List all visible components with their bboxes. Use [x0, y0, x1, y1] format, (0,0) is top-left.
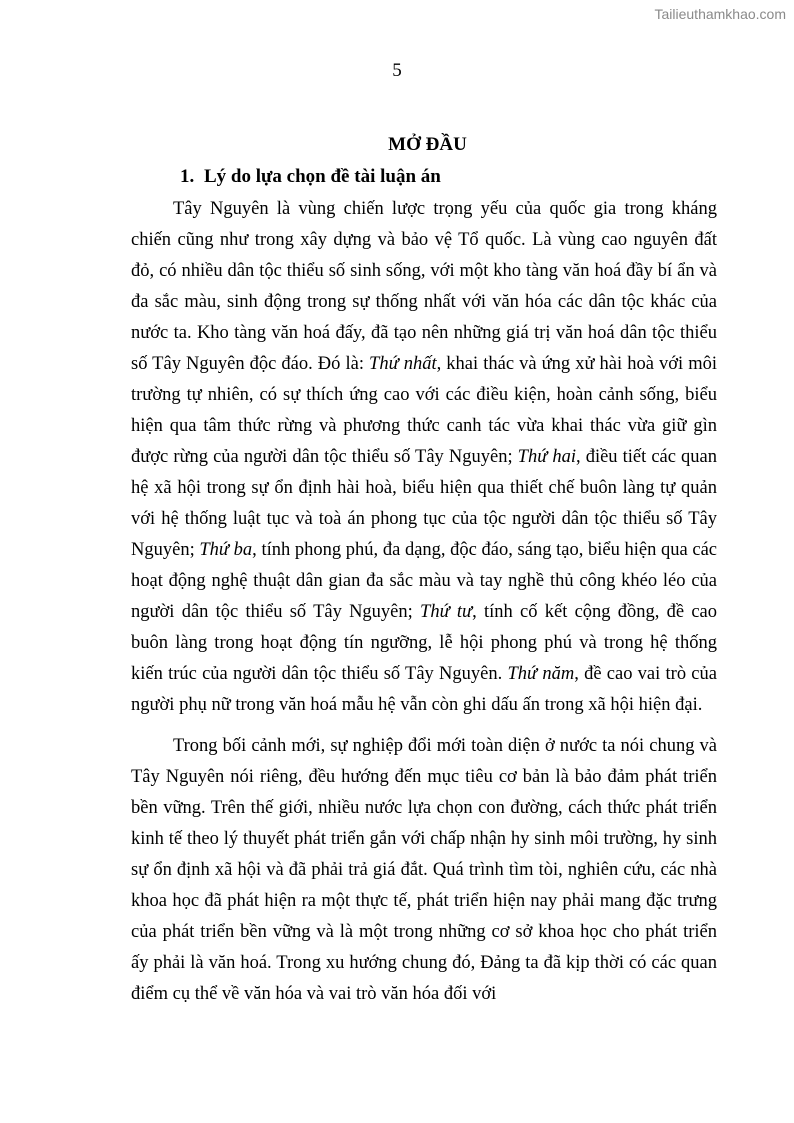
paragraph-1 [131, 194, 717, 721]
text-run: , điều tiết các quan hệ xã hội trong sự ổn định hài hoà, biểu hiện qua thiết chế buôn làng tự quản với hệ thống luật tục và toà án phong tục của tộc người dân tộc thiểu số Tây Nguyên; [131, 447, 717, 560]
watermark: Tailieuthamkhao.com [654, 6, 786, 22]
text-run: , đề cao vai trò của người phụ nữ trong văn hoá mẫu hệ vẫn còn ghi dấu ấn trong xã hội hiện đại. [131, 664, 717, 715]
section-number: 1. [180, 166, 195, 187]
italic-term: Thứ năm [507, 664, 575, 684]
italic-term: Thứ hai [517, 447, 577, 467]
page-number: 5 [392, 60, 402, 81]
italic-term: Thứ tư [420, 602, 473, 622]
italic-term: Thứ ba [199, 540, 253, 560]
italic-term: Thứ nhất [369, 354, 437, 374]
section-heading [180, 166, 441, 188]
text-run: Tây Nguyên là vùng chiến lược trọng yếu của quốc gia trong kháng chiến cũng như trong xây dựng và bảo vệ Tổ quốc. Là vùng cao nguyên đất đỏ, có nhiều dân tộc thiểu số sinh sống, với một kho tàng văn hoá đầy bí ẩn và đa sắc màu, sinh động trong sự thống nhất với văn hóa các dân tộc khác của nước ta. Kho tàng văn hoá đấy, đã tạo nên những giá trị văn hoá dân tộc thiểu số Tây Nguyên độc đáo. Đó là: [131, 199, 717, 374]
body-text [131, 194, 717, 1010]
text-run: , tính phong phú, đa dạng, độc đáo, sáng tạo, biểu hiện qua các hoạt động nghệ thuật dân gian đa sắc màu và tay nghề thủ công khéo léo của người dân tộc thiểu số Tây Nguyên; [131, 540, 717, 622]
page-title: MỞ ĐẦU [388, 134, 467, 155]
text-run: , khai thác và ứng xử hài hoà với môi trường tự nhiên, có sự thích ứng cao với các điều kiện, hoàn cảnh sống, biểu hiện qua tâm thức rừng và phương thức canh tác vừa khai thác vừa giữ gìn được rừng của người dân tộc thiểu số Tây Nguyên; [131, 354, 717, 467]
paragraph-2: Trong bối cảnh mới, sự nghiệp đổi mới toàn diện ở nước ta nói chung và Tây Nguyên nói riêng, đều hướng đến mục tiêu cơ bản là bảo đảm phát triển bền vững. Trên thế giới, nhiều nước lựa chọn con đường, cách thức phát triển kinh tế theo lý thuyết phát triển gắn với chấp nhận hy sinh môi trường, hy sinh sự ổn định xã hội và đã phải trả giá đắt. Quá trình tìm tòi, nghiên cứu, các nhà khoa học đã phát hiện ra một thực tế, phát triển hiện nay phải mang đặc trưng của phát triển bền vững và là một trong những cơ sở khoa học cho phát triển ấy phải là văn hoá. Trong xu hướng chung đó, Đảng ta đã kịp thời có các quan điểm cụ thể về văn hóa và vai trò văn hóa đối với [131, 736, 717, 1004]
text-run: , tính cố kết cộng đồng, đề cao buôn làng trong hoạt động tín ngưỡng, lễ hội phong phú và trong hệ thống kiến trúc của người dân tộc thiểu số Tây Nguyên. [131, 602, 718, 684]
section-title: Lý do lựa chọn đề tài luận án [204, 166, 441, 187]
